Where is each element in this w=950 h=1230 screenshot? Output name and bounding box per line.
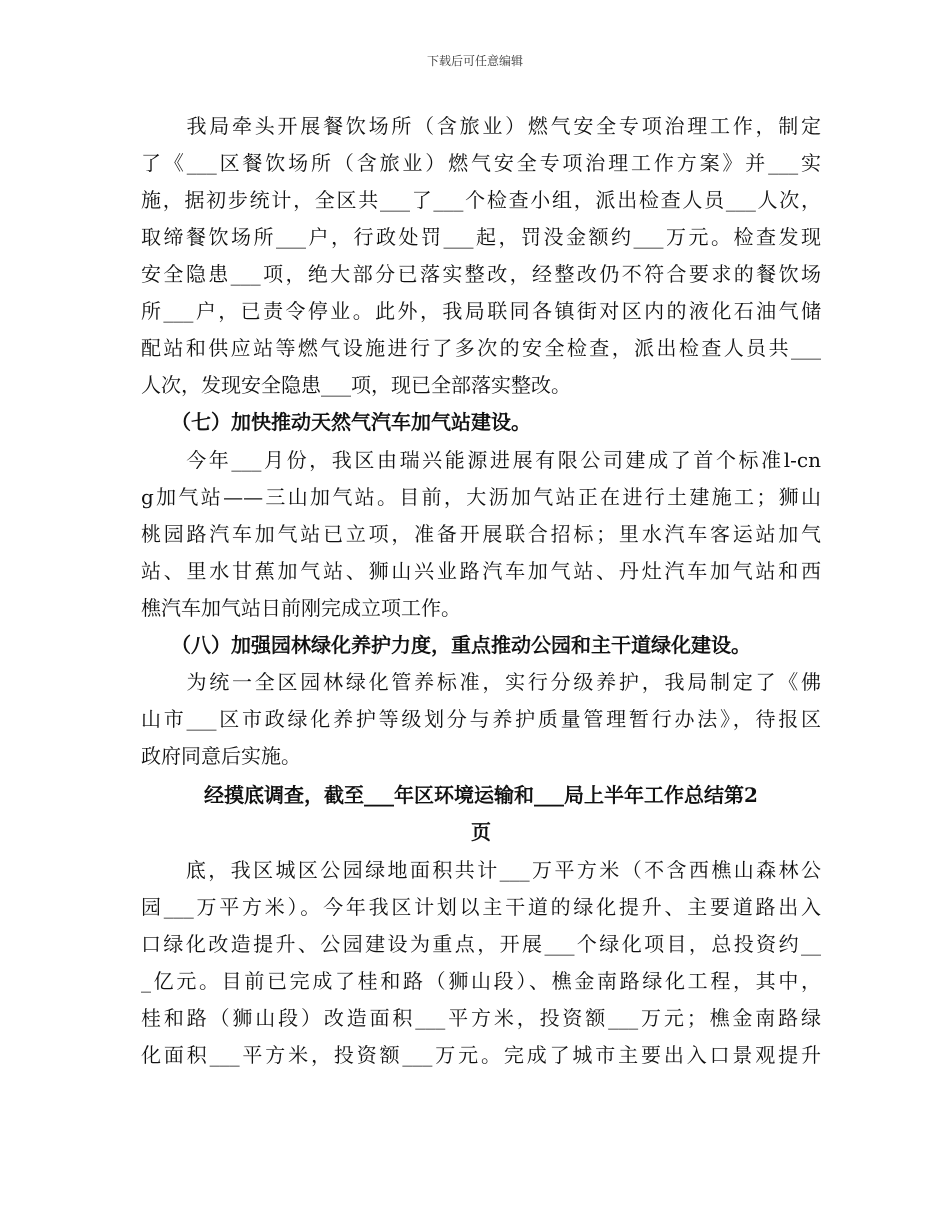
body-line: 桃园路汽车加气站已立项，准备开展联合招标；里水汽车客运站加气 <box>141 522 821 546</box>
body-line: 配站和供应站等燃气设施进行了多次的安全检查，派出检查人员共___ <box>141 336 821 360</box>
page-header: 下载后可任意编辑 <box>426 54 523 68</box>
body-line: 了《___区餐饮场所（含旅业）燃气安全专项治理工作方案》并___实 <box>141 151 821 175</box>
page-title-continued: 页 <box>471 820 491 844</box>
section-heading: （八）加强园林绿化养护力度，重点推动公园和主干道绿化建设。 <box>141 633 751 657</box>
body-line: 化面积___平方米，投资额___万元。完成了城市主要出入口景观提升 <box>141 1043 821 1067</box>
section-heading: （七）加快推动天然气汽车加气站建设。 <box>141 410 531 434</box>
body-line: 安全隐患___项，绝大部分已落实整改，经整改仍不符合要求的餐饮场 <box>141 262 821 286</box>
body-line: 樵汽车加气站日前刚完成立项工作。 <box>141 596 461 620</box>
body-line: g加气站——三山加气站。目前，大沥加气站正在进行土建施工；狮山 <box>141 485 821 509</box>
body-line: 站、里水甘蕉加气站、狮山兴业路汽车加气站、丹灶汽车加气站和西 <box>141 559 821 583</box>
body-line: 山市___区市政绿化养护等级划分与养护质量管理暂行办法》，待报区 <box>141 707 821 731</box>
body-line: _亿元。目前已完成了桂和路（狮山段）、樵金南路绿化工程，其中， <box>141 969 821 993</box>
body-line: 为统一全区园林绿化管养标准，实行分级养护，我局制定了《佛 <box>141 670 821 694</box>
body-line: 园___万平方米）。今年我区计划以主干道的绿化提升、主要道路出入 <box>141 895 821 919</box>
body-line: 取缔餐饮场所___户，行政处罚___起，罚没金额约___万元。检查发现 <box>141 225 821 249</box>
body-line: 施，据初步统计，全区共___了___个检查小组，派出检查人员___人次， <box>141 188 821 212</box>
body-line: 人次，发现安全隐患___项，现已全部落实整改。 <box>141 373 571 397</box>
body-line: 桂和路（狮山段）改造面积___平方米，投资额___万元；樵金南路绿 <box>141 1006 821 1030</box>
page-title: 经摸底调查，截至___年区环境运输和___局上半年工作总结第2 <box>204 783 758 807</box>
body-line: 今年___月份，我区由瑞兴能源进展有限公司建成了首个标准l-cn <box>141 448 821 472</box>
body-line: 口绿化改造提升、公园建设为重点，开展___个绿化项目，总投资约__ <box>141 932 821 956</box>
body-line: 底，我区城区公园绿地面积共计___万平方米（不含西樵山森林公 <box>141 858 821 882</box>
body-line: 我局牵头开展餐饮场所（含旅业）燃气安全专项治理工作，制定 <box>141 114 821 138</box>
body-line: 所___户，已责令停业。此外，我局联同各镇街对区内的液化石油气储 <box>141 299 821 323</box>
body-line: 政府同意后实施。 <box>141 744 301 768</box>
